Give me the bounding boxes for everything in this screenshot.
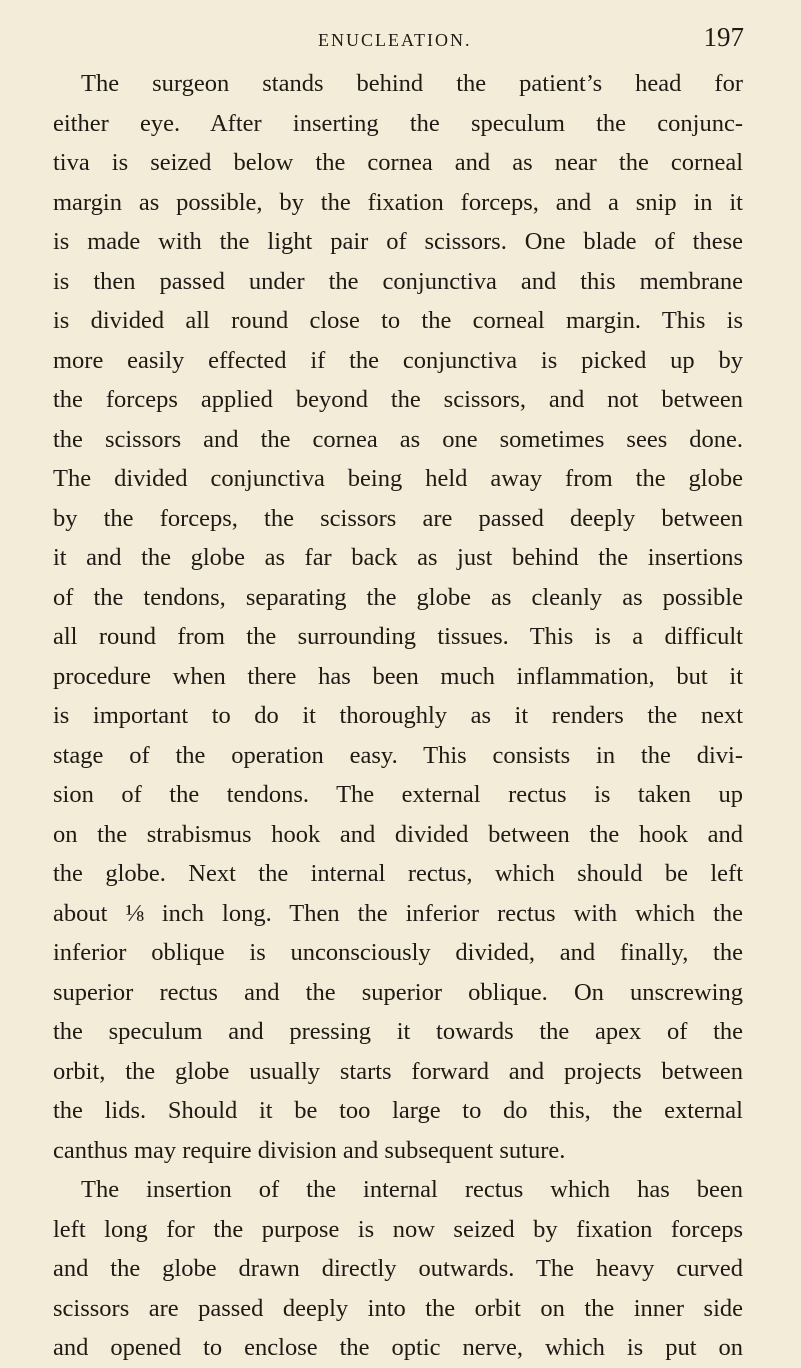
text-line: The divided conjunctiva being held away from the globe (53, 465, 743, 492)
text-line: superior rectus and the superior oblique. On unscrewing (53, 978, 743, 1006)
text-line: procedure when there has been much inflammation, but it (53, 662, 743, 690)
text-line: more easily effected if the conjunctiva is picked up by (53, 346, 743, 374)
chapter-title: ENUCLEATION. (318, 30, 472, 50)
running-head (0, 20, 801, 60)
text-line: left long for the purpose is now seized by fixation forceps (53, 1215, 743, 1243)
text-line: the speculum and pressing it towards the apex of the (53, 1018, 743, 1045)
body-text (53, 64, 743, 1368)
page-number: 197 (703, 22, 744, 52)
text-line: is important to do it thoroughly as it renders the next (53, 702, 743, 729)
text-line: is made with the light pair of scissors. One blade of these (53, 228, 743, 255)
text-line: on the strabismus hook and divided between the hook and (53, 820, 743, 848)
text-line: either eye. After inserting the speculum the conjunc- (53, 109, 743, 137)
text-line: the forceps applied beyond the scissors, and not between (53, 386, 743, 413)
text-line: the lids. Should it be too large to do this, the external (53, 1097, 743, 1124)
text-line: inferior oblique is unconsciously divided, and finally, the (53, 939, 743, 966)
text-line: of the tendons, separating the globe as cleanly as possible (53, 583, 743, 611)
text-line: orbit, the globe usually starts forward and projects between (53, 1057, 743, 1085)
text-line: all round from the surrounding tissues. This is a difficult (53, 623, 743, 650)
text-line: the scissors and the cornea as one sometimes sees done. (53, 425, 743, 453)
text-line: it and the globe as far back as just behind the insertions (53, 544, 743, 571)
text-line: The insertion of the internal rectus which has been (81, 1176, 743, 1203)
text-line: scissors are passed deeply into the orbit on the inner side (53, 1294, 743, 1322)
text-line: the globe. Next the internal rectus, which should be left (53, 860, 743, 887)
text-line: sion of the tendons. The external rectus is taken up (53, 781, 743, 808)
text-line: margin as possible, by the fixation forceps, and a snip in it (53, 188, 743, 216)
text-line: and the globe drawn directly outwards. The heavy curved (53, 1255, 743, 1282)
text-line: and opened to enclose the optic nerve, which is put on (53, 1334, 743, 1361)
text-line: by the forceps, the scissors are passed deeply between (53, 504, 743, 532)
text-line: about ⅛ inch long. Then the inferior rectus with which the (53, 899, 743, 927)
text-line: canthus may require division and subsequent suture. (53, 1136, 566, 1164)
text-line: is divided all round close to the corneal margin. This is (53, 307, 743, 334)
text-line: is then passed under the conjunctiva and this membrane (53, 267, 743, 295)
text-line: stage of the operation easy. This consists in the divi- (53, 741, 743, 769)
text-line: tiva is seized below the cornea and as near the corneal (53, 149, 743, 176)
text-line: The surgeon stands behind the patient’s head for (81, 70, 743, 97)
